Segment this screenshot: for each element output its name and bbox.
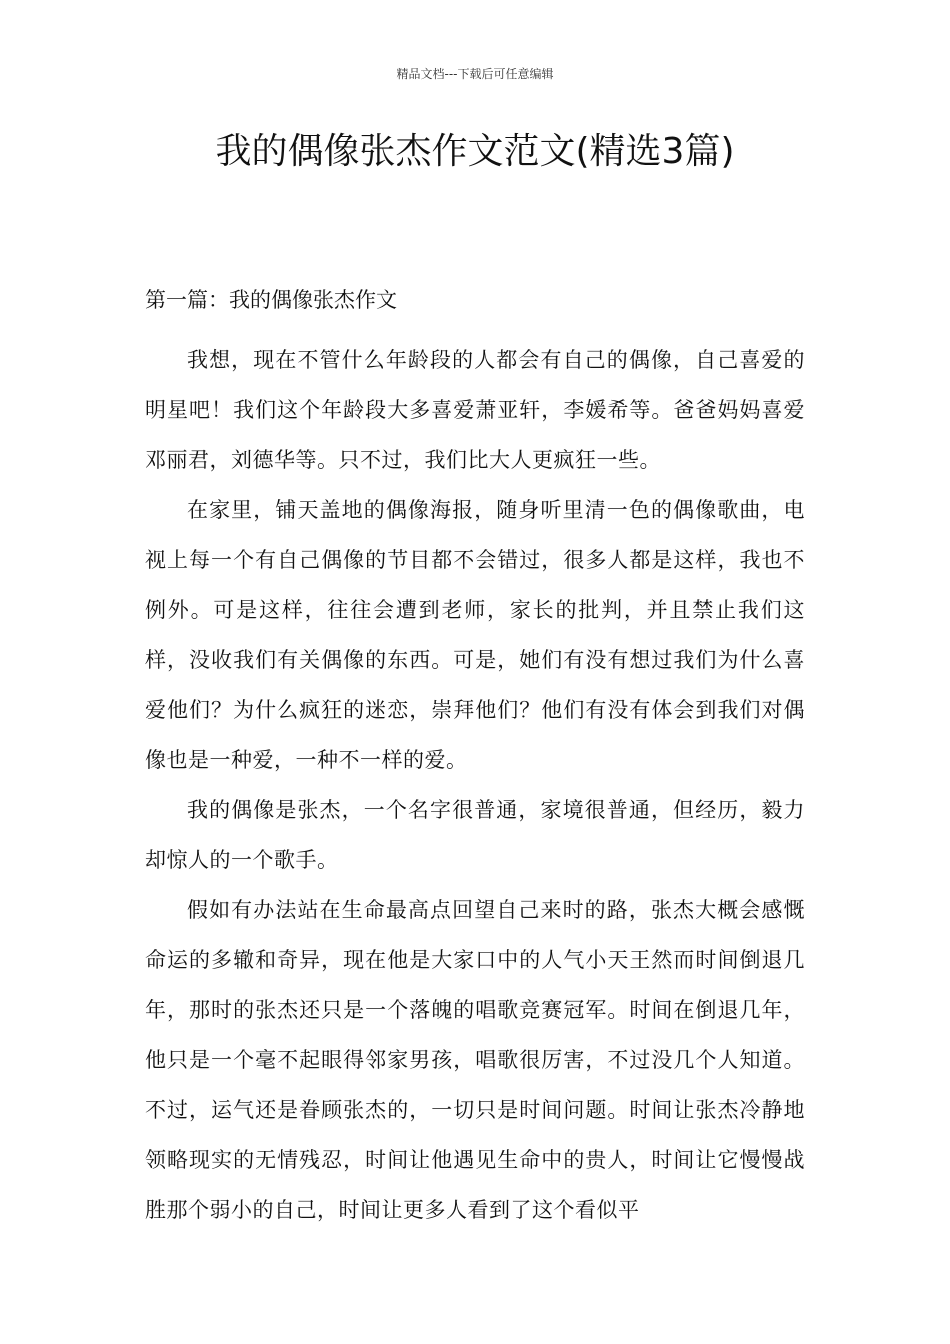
- page-header: 精品文档---下载后可任意编辑: [396, 67, 554, 81]
- document-title: 我的偶像张杰作文范文(精选3篇): [215, 131, 735, 172]
- body-paragraph: 在家里，铺天盖地的偶像海报，随身听里清一色的偶像歌曲，电视上每一个有自己偶像的节目都不会错过，很多人都是这样，我也不例外。可是这样，往往会遭到老师，家长的批判，并且禁止我们这样，没收我们有关偶像的东西。可是，她们有没有想过我们为什么喜爱他们？为什么疯狂的迷恋，崇拜他们？他们有没有体会到我们对偶像也是一种爱，一种不一样的爱。: [145, 498, 805, 772]
- section-heading: 第一篇：我的偶像张杰作文: [145, 288, 397, 312]
- body-paragraph: 我想，现在不管什么年龄段的人都会有自己的偶像，自己喜爱的明星吧！我们这个年龄段大多喜爱萧亚轩，李媛希等。爸爸妈妈喜爱邓丽君，刘德华等。只不过，我们比大人更疯狂一些。: [145, 348, 805, 472]
- body-paragraph: 假如有办法站在生命最高点回望自己来时的路，张杰大概会感慨命运的多辙和奇异，现在他是大家口中的人气小天王然而时间倒退几年，那时的张杰还只是一个落魄的唱歌竞赛冠军。时间在倒退几年，他只是一个毫不起眼得邻家男孩，唱歌很厉害，不过没几个人知道。不过，运气还是眷顾张杰的，一切只是时间问题。时间让张杰冷静地领略现实的无情残忍，时间让他遇见生命中的贵人，时间让它慢慢战胜那个弱小的自己，时间让更多人看到了这个看似平: [145, 898, 805, 1222]
- document-body: [145, 285, 805, 1235]
- body-paragraph: 我的偶像是张杰，一个名字很普通，家境很普通，但经历，毅力却惊人的一个歌手。: [145, 798, 805, 872]
